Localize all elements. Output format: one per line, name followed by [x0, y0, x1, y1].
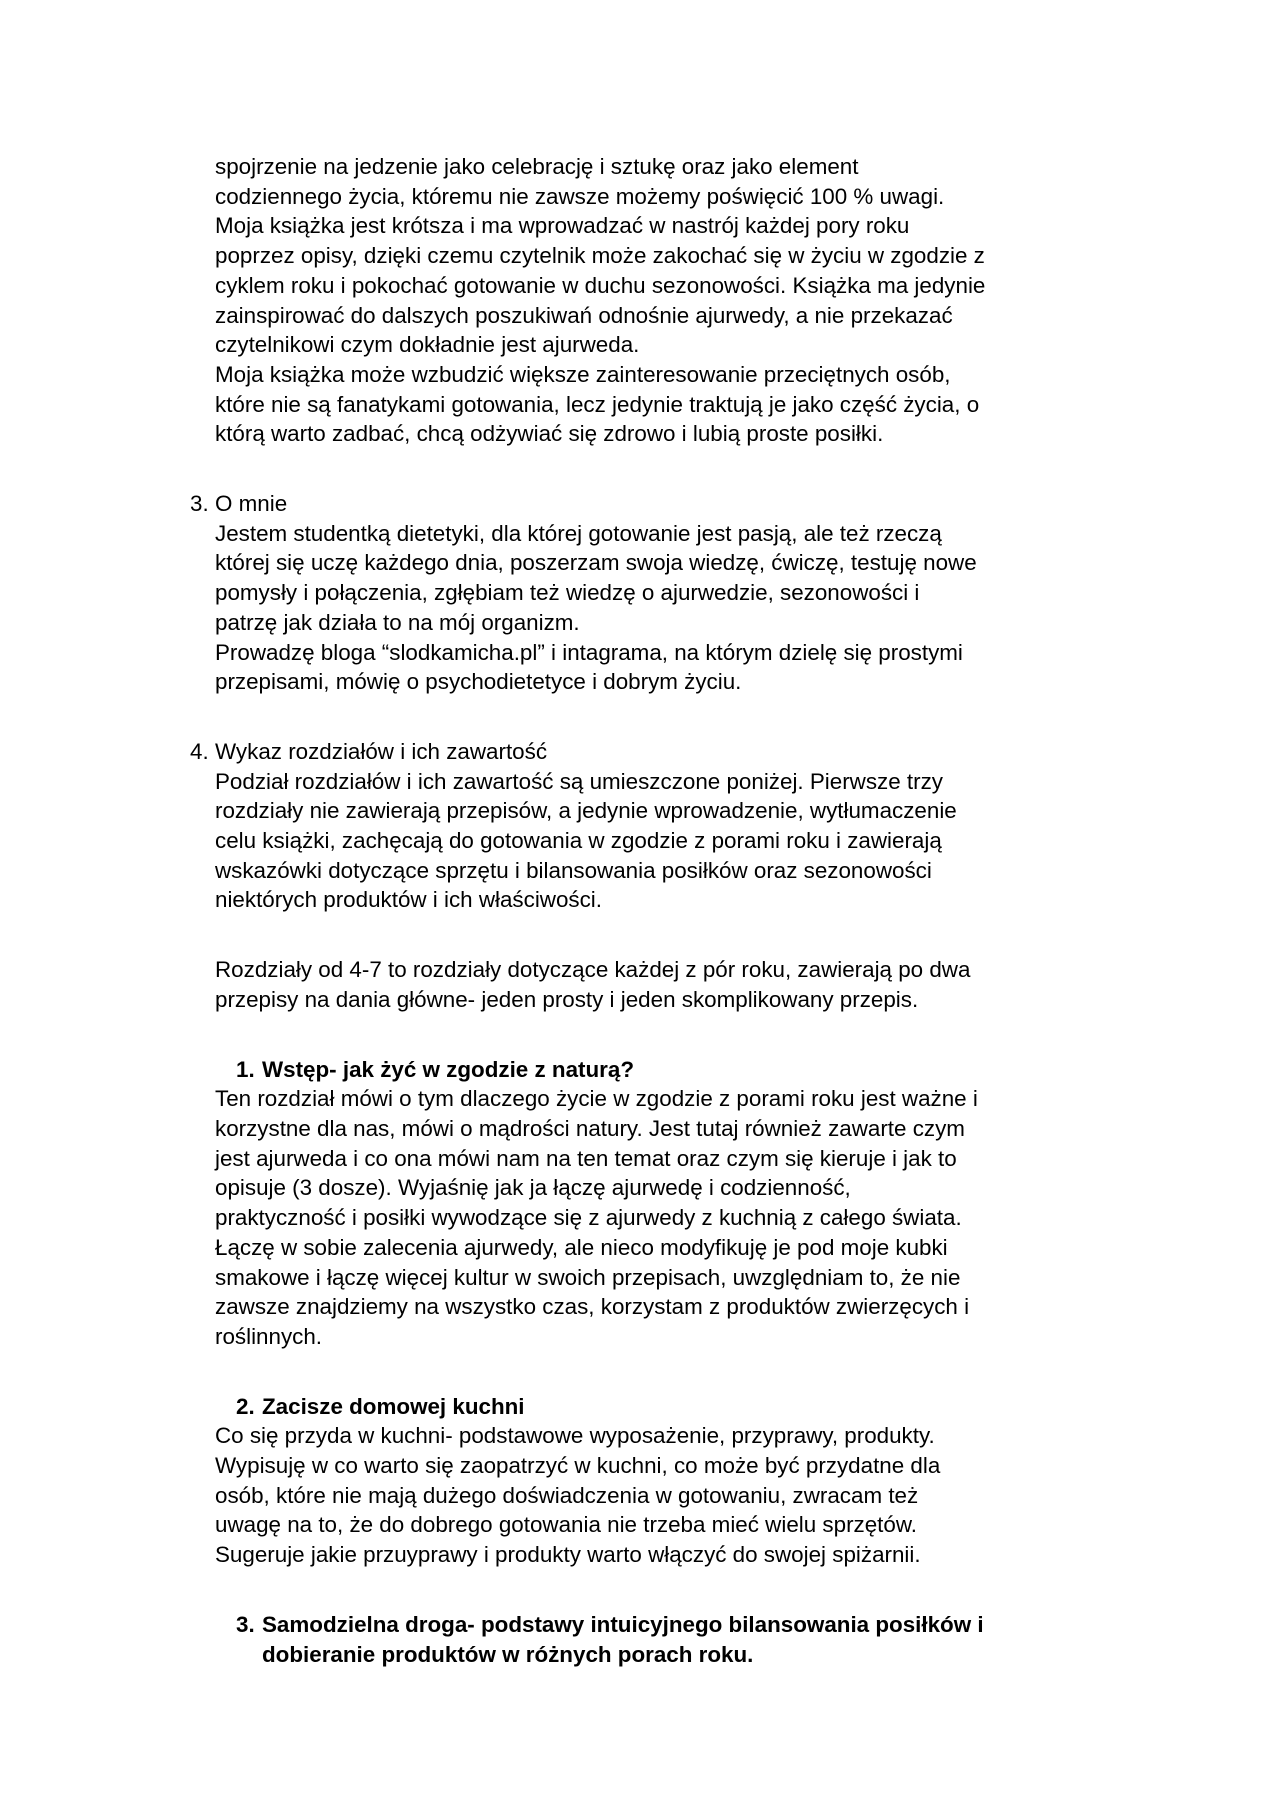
- paragraph: Prowadzę bloga “slodkamicha.pl” i intagrama, na którym dzielę się prostymi przepisami, mówię o psychodietetyce i dobrym życiu.: [215, 639, 963, 695]
- chapter-2-heading: [236, 1392, 996, 1422]
- chapter-2-description: [215, 1421, 987, 1570]
- chapters-note-block: [215, 955, 987, 1014]
- chapter-number: 3.: [236, 1611, 255, 1637]
- paragraph: Podział rozdziałów i ich zawartość są umieszczone poniżej. Pierwsze trzy rozdziały nie zawierają przepisów, a jedynie wprowadzenie, wytłumaczenie celu książki, zachęcają do gotowania w zgodzie z porami roku i zawierają wskazówki dotyczące sprzętu i bilansowania posiłków oraz sezonowości niektórych produktów i ich właściwości.: [215, 768, 957, 913]
- paragraph: Co się przyda w kuchni- podstawowe wyposażenie, przyprawy, produkty. Wypisuję w co warto się zaopatrzyć w kuchni, co może być przydatne dla osób, które nie mają dużego doświadczenia w gotowaniu, zwracam też uwagę na to, że do dobrego gotowania nie trzeba mieć wielu sprzętów. Sugeruje jakie przuyprawy i produkty warto włączyć do swojej spiżarnii.: [215, 1423, 941, 1568]
- section-body: [215, 737, 987, 915]
- intro-paragraph-block: [215, 152, 987, 449]
- chapter-3-heading: [236, 1610, 996, 1669]
- chapter-1-description: [215, 1084, 987, 1351]
- paragraph: Jestem studentką dietetyki, dla której gotowanie jest pasją, ale też rzeczą której się uczę każdego dnia, poszerzam swoja wiedzę, ćwiczę, testuję nowe pomysły i połączenia, zgłębiam też wiedzę o ajurwedzie, sezonowości i patrzę jak działa to na mój organizm.: [215, 520, 977, 635]
- chapter-title: Samodzielna droga- podstawy intuicyjnego bilansowania posiłków i dobieranie produktów w różnych porach roku.: [262, 1611, 984, 1667]
- chapter-1-heading: [236, 1055, 996, 1085]
- paragraph: Moja książka może wzbudzić większe zainteresowanie przeciętnych osób, które nie są fanatykami gotowania, lecz jedynie traktują je jako część życia, o którą warto zadbać, chcą odżywiać się zdrowo i lubią proste posiłki.: [215, 361, 980, 447]
- paragraph: spojrzenie na jedzenie jako celebrację i sztukę oraz jako element codziennego życia, któremu nie zawsze możemy poświęcić 100 % uwagi. Moja książka jest krótsza i ma wprowadzać w nastrój każdej pory roku poprzez opisy, dzięki czemu czytelnik może zakochać się w życiu w zgodzie z cyklem roku i pokochać gotowanie w duchu sezonowości. Książka ma jedynie zainspirować do dalszych poszukiwań odnośnie ajurwedy, a nie przekazać czytelnikowi czym dokładnie jest ajurweda.: [215, 154, 986, 358]
- chapter-number: 2.: [236, 1393, 255, 1419]
- list-number: 4.: [190, 738, 209, 764]
- section-o-mnie: [190, 489, 987, 697]
- section-body: [215, 489, 987, 697]
- chapter-title: Wstęp- jak żyć w zgodzie z naturą?: [262, 1056, 634, 1082]
- chapter-title: Zacisze domowej kuchni: [262, 1393, 525, 1419]
- section-title: Wykaz rozdziałów i ich zawartość: [215, 738, 548, 764]
- paragraph: Rozdziały od 4-7 to rozdziały dotyczące każdej z pór roku, zawierają po dwa przepisy na dania główne- jeden prosty i jeden skomplikowany przepis.: [215, 957, 971, 1012]
- section-wykaz-rozdzialow: [190, 737, 987, 915]
- chapter-number: 1.: [236, 1056, 255, 1082]
- list-number: 3.: [190, 491, 209, 517]
- document-content: [190, 152, 987, 1669]
- paragraph: Ten rozdział mówi o tym dlaczego życie w zgodzie z porami roku jest ważne i korzystne dla nas, mówi o mądrości natury. Jest tutaj również zawarte czym jest ajurweda i co ona mówi nam na ten temat oraz czym się kieruje i jak to opisuje (3 dosze). Wyjaśnię jak ja łączę ajurwedę i codzienność, praktyczność i posiłki wywodzące się z ajurwedy z kuchnią z całego świata. Łączę w sobie zalecenia ajurwedy, ale nieco modyfikuję je pod moje kubki smakowe i łączę więcej kultur w swoich przepisach, uwzględniam to, że nie zawsze znajdziemy na wszystko czas, korzystam z produktów zwierzęcych i roślinnych.: [215, 1086, 978, 1349]
- section-title: O mnie: [215, 491, 288, 517]
